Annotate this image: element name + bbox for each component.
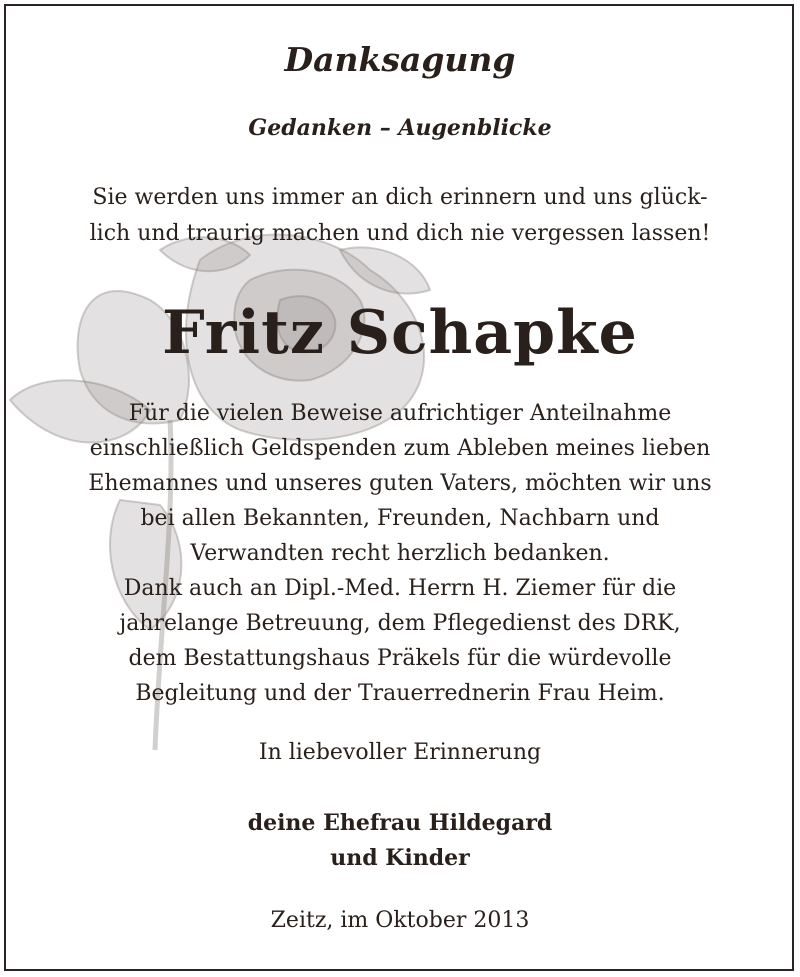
closing-phrase: In liebevoller Erinnerung [258,740,542,765]
signature-line-2: und Kinder [330,845,470,871]
notice-subtitle: Gedanken – Augenblicke [248,115,552,141]
body-line-4: bei allen Bekannten, Freunden, Nachbarn und [140,506,660,531]
body-line-9: Begleitung und der Trauerrednerin Frau Heim. [135,681,665,706]
deceased-name: Fritz Schapke [162,298,638,368]
body-line-7: jahrelange Betreuung, dem Pflegedienst des DRK, [119,611,681,636]
notice-title: Danksagung [284,40,516,79]
intro-line-1: Sie werden uns immer an dich erinnern und uns glück- [92,185,708,210]
body-line-6: Dank auch an Dipl.-Med. Herrn H. Ziemer für die [123,576,677,601]
body-line-2: einschließlich Geldspenden zum Ableben meines lieben [89,436,711,461]
body-line-3: Ehemannes und unseres guten Vaters, möchten wir uns [88,471,712,496]
body-line-5: Verwandten recht herzlich bedanken. [190,541,610,566]
intro-line-2: lich und traurig machen und dich nie vergessen lassen! [89,221,711,246]
body-line-1: Für die vielen Beweise aufrichtiger Anteilnahme [128,401,672,426]
place-date: Zeitz, im Oktober 2013 [270,908,530,933]
signature-line-1: deine Ehefrau Hildegard [247,810,553,836]
body-line-8: dem Bestattungshaus Präkels für die würdevolle [128,646,672,671]
